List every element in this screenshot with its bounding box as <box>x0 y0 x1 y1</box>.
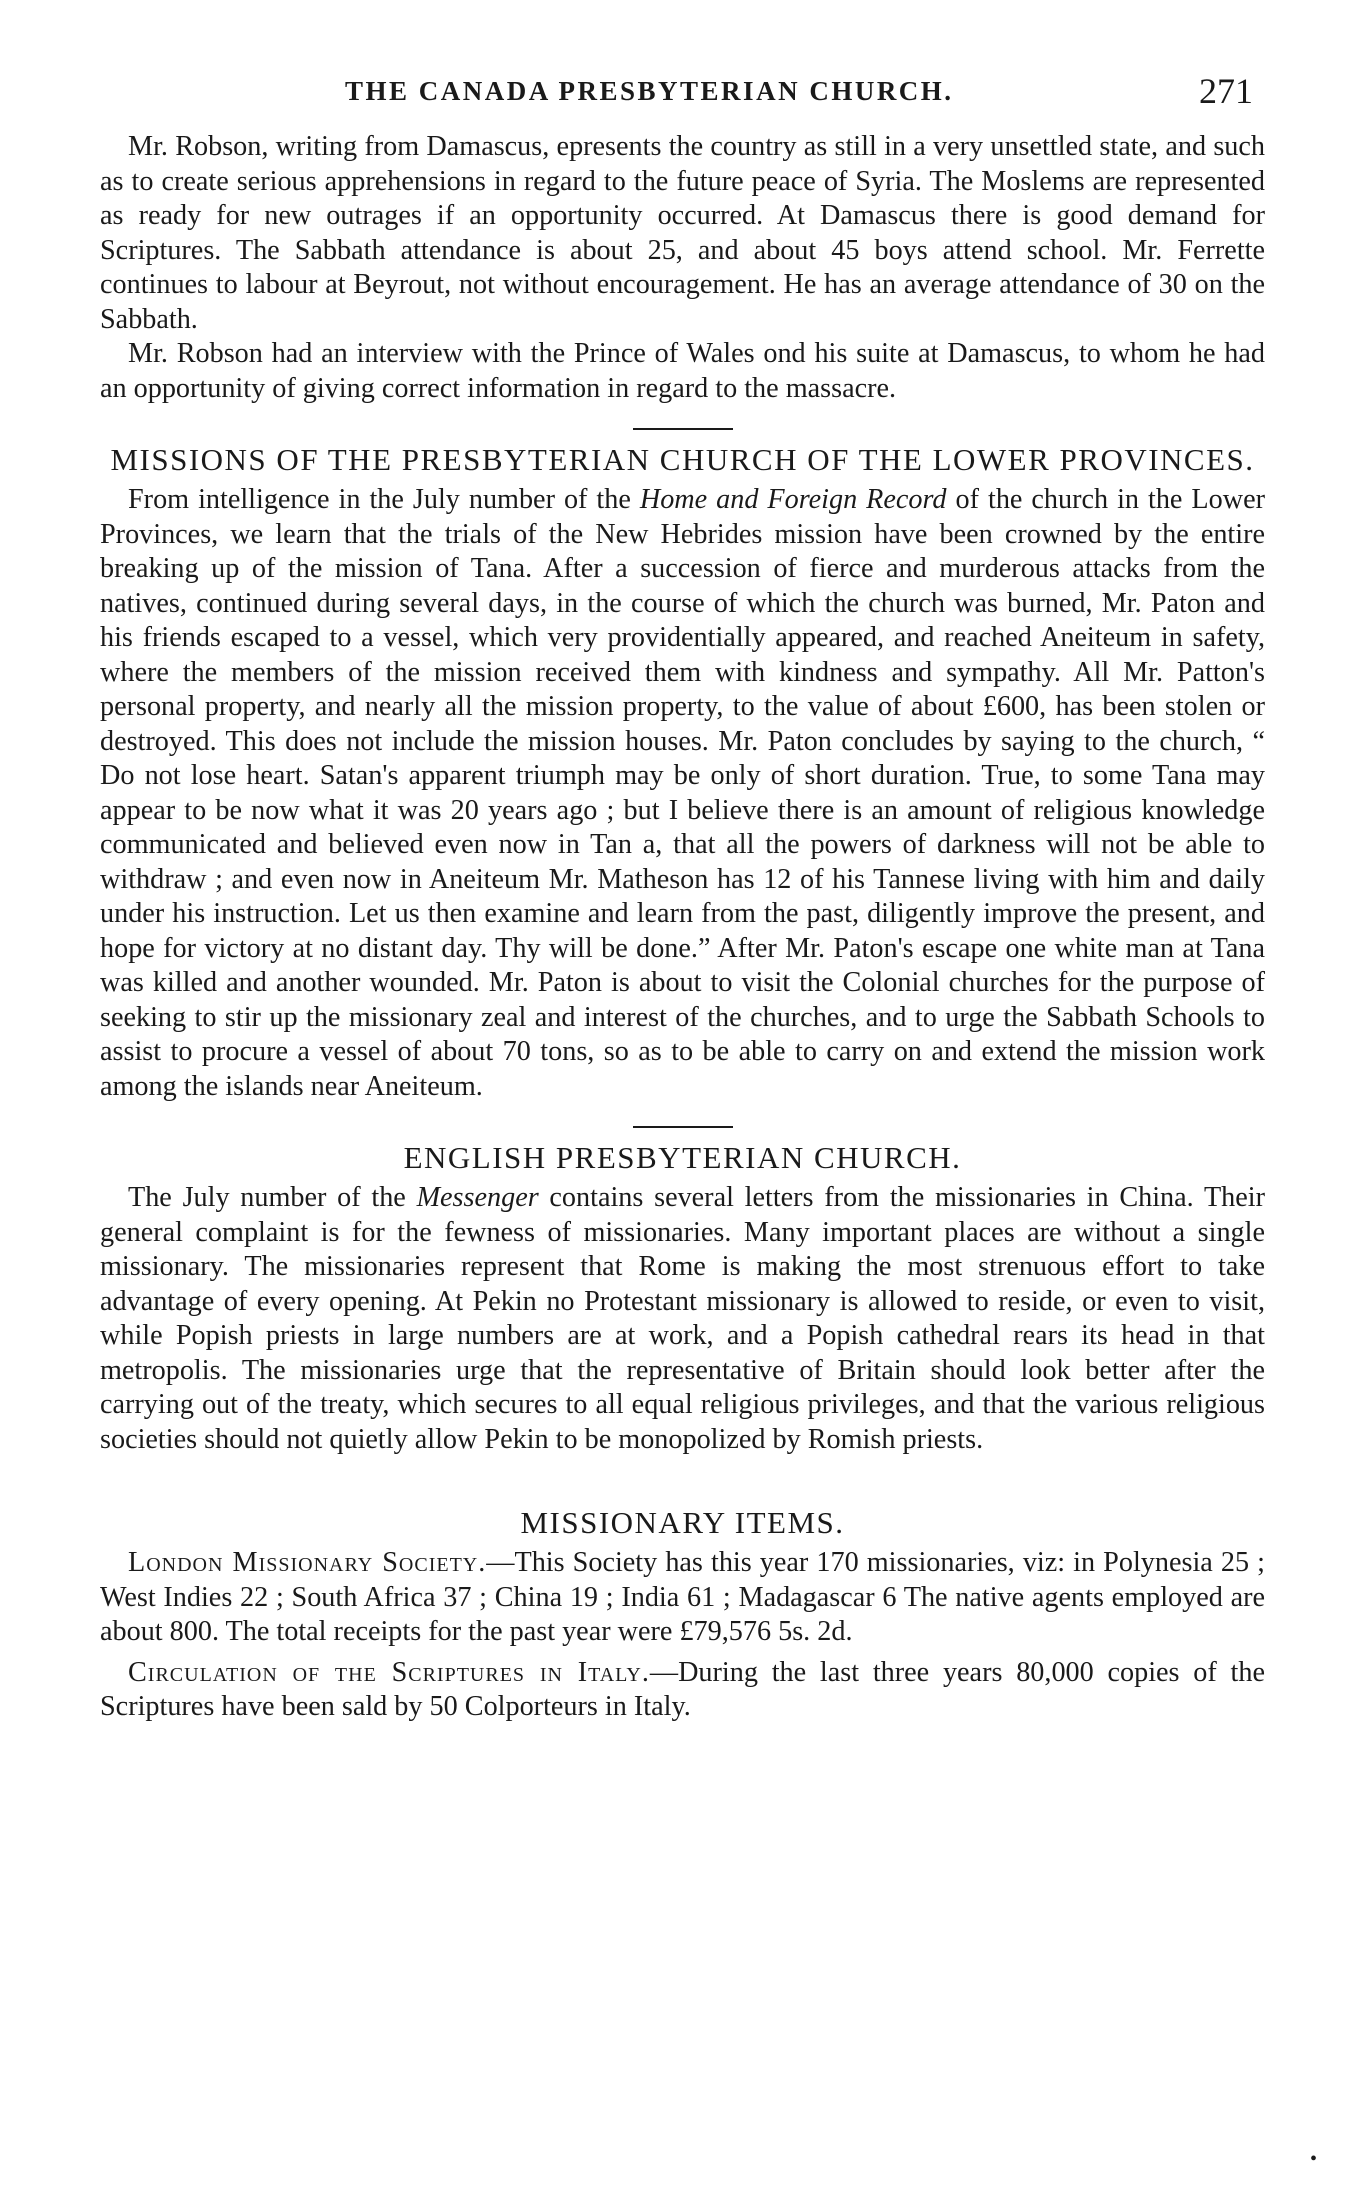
lower-provinces-heading: MISSIONS OF THE PRESBYTERIAN CHURCH OF THE LOWER PROVINCES. <box>110 442 1255 477</box>
corner-mark: • <box>1310 2148 1318 2170</box>
lp-journal-title: Home and Foreign Record <box>639 484 947 515</box>
english-section <box>100 1140 1265 1457</box>
lp-text-rest: of the church in the Lower Provinces, we learn that the trials of the New Hebrides mission have been crowned by the entire breaking up of the mission of Tana. After a succession of fierce and murderous attacks from the natives, continued during several days, in the course of which the church was burned, Mr. Paton and his friends escaped to a vessel, which very providentially appeared, and reached Aneiteum in safety, where the members of the mission received them with kindness and sympathy. All Mr. Patton's personal property, and nearly all the mission property, to the value of about £600, has been stolen or destroyed. This does not include the mission houses. Mr. Paton concludes by saying to the church, “ Do not lose heart. Satan's apparent triumph may be only of short duration. True, to some Tana may appear to be now what it was 20 years ago ; but I believe there is an amount of religious knowledge communicated and believed even now in Tan a, that all the powers of darkness will not be able to withdraw ; and even now in Aneiteum Mr. Matheson has 12 of his Tannese living with him and daily under his instruction. Let us then examine and learn from the past, diligently improve the present, and hope for victory at no distant day. Thy will be done.” After Mr. Paton's escape one white man at Tana was killed and another wounded. Mr. Paton is about to visit the Colonial churches for the purpose of seeking to stir up the missionary zeal and interest of the churches, and to urge the Sabbath Schools to assist to procure a vessel of about 70 tons, so as to be able to carry on and extend the mission work among the islands near Aneiteum. <box>100 484 1265 1102</box>
english-heading: ENGLISH PRESBYTERIAN CHURCH. <box>403 1140 962 1175</box>
lower-provinces-section <box>100 442 1265 1104</box>
page-number: 271 <box>1199 71 1253 111</box>
lms-text: —This Society has this year 170 missionaries, viz: in Polynesia 25 ; West Indies 22 ; South Africa 37 ; China 19 ; India 61 ; Madagascar 6 The native agents employed are about 800. The total receipts for the past year were £79,576 5s. 2d. <box>100 1547 1265 1647</box>
italy-text: —During the last three years 80,000 copies of the Scriptures have been sald by 50 Colporteurs in Italy. <box>100 1656 1265 1722</box>
lms-paragraph <box>100 1546 1265 1650</box>
italy-label: Circulation of the Scriptures in Italy. <box>128 1656 650 1688</box>
section-divider <box>633 428 733 430</box>
en-text-start: The July number of the <box>128 1182 417 1213</box>
running-head-title: THE CANADA PRESBYTERIAN CHURCH. <box>345 76 954 106</box>
syria-paragraph-1: Mr. Robson, writing from Damascus, epresents the country as still in a very unsettled state, and such as to create serious apprehensions in regard to the future peace of Syria. The Moslems are represented as ready for new outrages if an opportunity occurred. At Damascus there is good demand for Scriptures. The Sabbath attendance is about 25, and about 45 boys attend school. Mr. Ferrette continues to labour at Beyrout, not without encouragement. He has an average attendance of 30 on the Sabbath. <box>100 131 1265 335</box>
en-journal-title: Messenger <box>416 1182 539 1213</box>
running-head <box>100 70 1265 130</box>
lms-label: London Missionary Society. <box>128 1547 487 1578</box>
section-divider <box>633 1126 733 1128</box>
syria-paragraph-2: Mr. Robson had an interview with the Prince of Wales ond his suite at Damascus, to whom he had an opportunity of giving correct information in regard to the massacre. <box>100 338 1265 404</box>
lp-text-start: From intelligence in the July number of the <box>128 484 640 515</box>
lower-provinces-paragraph <box>100 483 1265 1104</box>
page <box>100 70 1265 1725</box>
section-gap <box>100 1457 1265 1505</box>
en-text-rest: contains several letters from the missionaries in China. Their general complaint is for the fewness of missionaries. Many important places are without a single missionary. The missionaries represent that Rome is making the most strenuous effort to take advantage of every opening. At Pekin no Protestant missionary is allowed to reside, or even to visit, while Popish priests in large numbers are at work, and a Popish cathedral rears its head in that metropolis. The missionaries urge that the representative of Britain should look better after the carrying out of the treaty, which secures to all equal religious privileges, and that the various religious societies should not quietly allow Pekin to be monopolized by Romish priests. <box>100 1182 1265 1455</box>
missionary-items-section <box>100 1505 1265 1725</box>
missionary-items-heading: MISSIONARY ITEMS. <box>520 1505 845 1540</box>
italy-paragraph <box>100 1656 1265 1725</box>
syria-section <box>100 130 1265 406</box>
english-paragraph <box>100 1181 1265 1457</box>
